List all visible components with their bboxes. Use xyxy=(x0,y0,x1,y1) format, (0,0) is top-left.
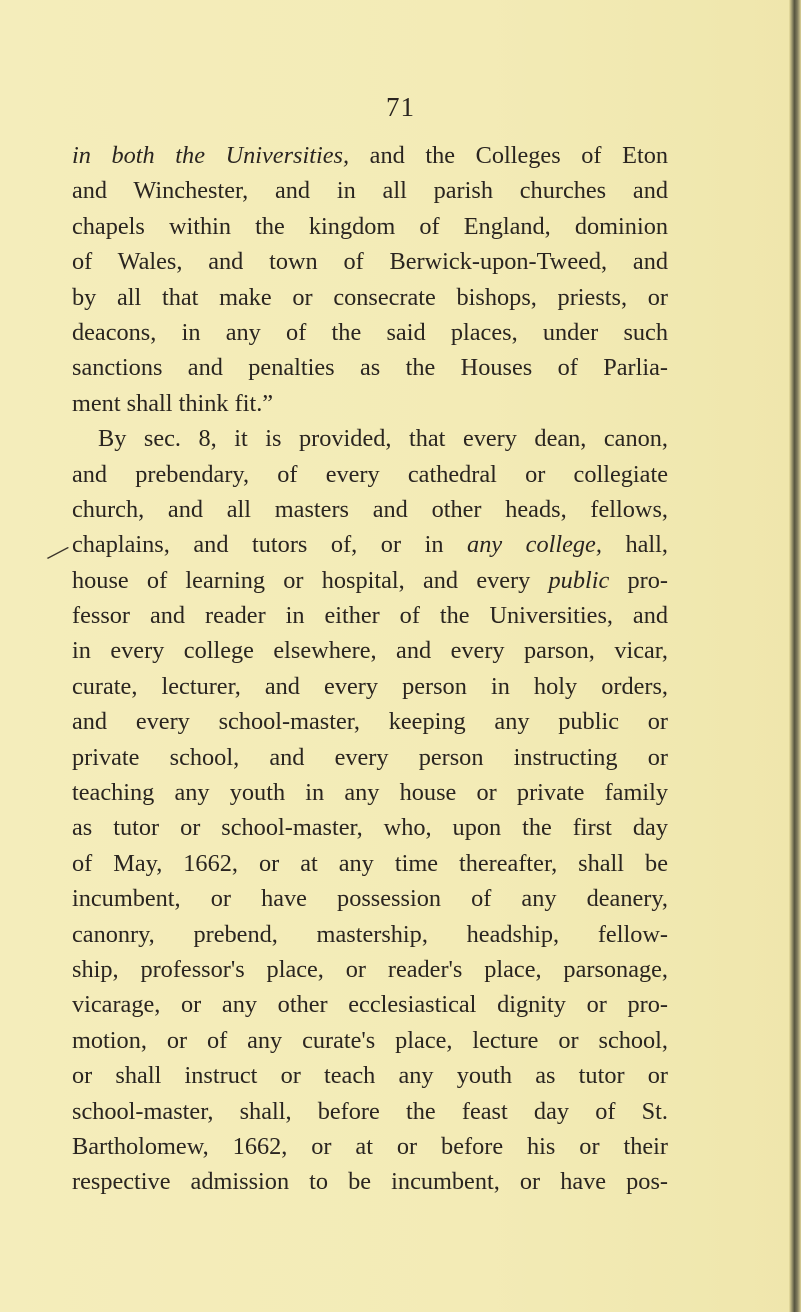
text-line: chapels within the kingdom of England, dominion xyxy=(72,212,668,240)
paragraph-start-line: By sec. 8, it is provided, that every dean, canon, xyxy=(98,425,668,453)
text-line: ment shall think fit.” xyxy=(72,389,274,417)
text-line: and every school-master, keeping any public or xyxy=(72,708,668,736)
text-line: fessor and reader in either of the Universities, and xyxy=(72,602,668,630)
page-number: 71 xyxy=(386,92,415,122)
text-line: by all that make or consecrate bishops, priests, or xyxy=(72,283,668,311)
text-line: canonry, prebend, mastership, headship, fellow- xyxy=(72,920,668,948)
italic-phrase: any college, xyxy=(467,531,602,559)
text-line: as tutor or school-master, who, upon the first day xyxy=(72,814,668,842)
text-line: of May, 1662, or at any time thereafter, shall be xyxy=(72,849,668,877)
text-line: private school, and every person instructing or xyxy=(72,743,668,771)
text-line: or shall instruct or teach any youth as tutor or xyxy=(72,1062,668,1090)
text-line: incumbent, or have possession of any deanery, xyxy=(72,885,668,913)
text-line: vicarage, or any other ecclesiastical dignity or pro- xyxy=(72,991,668,1019)
text-line: of Wales, and town of Berwick-upon-Tweed, and xyxy=(72,248,668,276)
text-line: in every college elsewhere, and every parson, vicar, xyxy=(72,637,668,665)
text-line: motion, or of any curate's place, lecture or school, xyxy=(72,1026,668,1054)
text-line: curate, lecturer, and every person in holy orders, xyxy=(72,672,668,700)
italic-phrase: in both the Universities, xyxy=(72,142,350,169)
page-text-body xyxy=(72,138,668,1200)
text-line: school-master, shall, before the feast day of St. xyxy=(72,1097,668,1125)
text-line: deacons, in any of the said places, under such xyxy=(72,318,668,346)
text-line: teaching any youth in any house or private family xyxy=(72,779,668,807)
text-line: and prebendary, of every cathedral or collegiate xyxy=(72,460,668,488)
text-line: and Winchester, and in all parish churches and xyxy=(72,177,668,205)
text-line: Bartholomew, 1662, or at or before his or their xyxy=(72,1132,668,1160)
margin-pencil-mark: ╱ xyxy=(47,541,68,565)
page-edge-shadow xyxy=(789,0,801,1312)
text-line: in both the Universities, and the Colleges of Eton xyxy=(72,142,668,169)
text-line: ship, professor's place, or reader's place, parsonage, xyxy=(72,955,668,983)
text-line: house of learning or hospital, and every public pro- xyxy=(72,566,668,594)
text-line: church, and all masters and other heads, fellows, xyxy=(72,495,668,523)
text-line: sanctions and penalties as the Houses of Parlia- xyxy=(72,354,668,382)
italic-phrase: public xyxy=(548,566,610,594)
text-line: respective admission to be incumbent, or have pos- xyxy=(72,1168,668,1196)
text-line: chaplains, and tutors of, or in any college, hall, xyxy=(72,531,668,559)
